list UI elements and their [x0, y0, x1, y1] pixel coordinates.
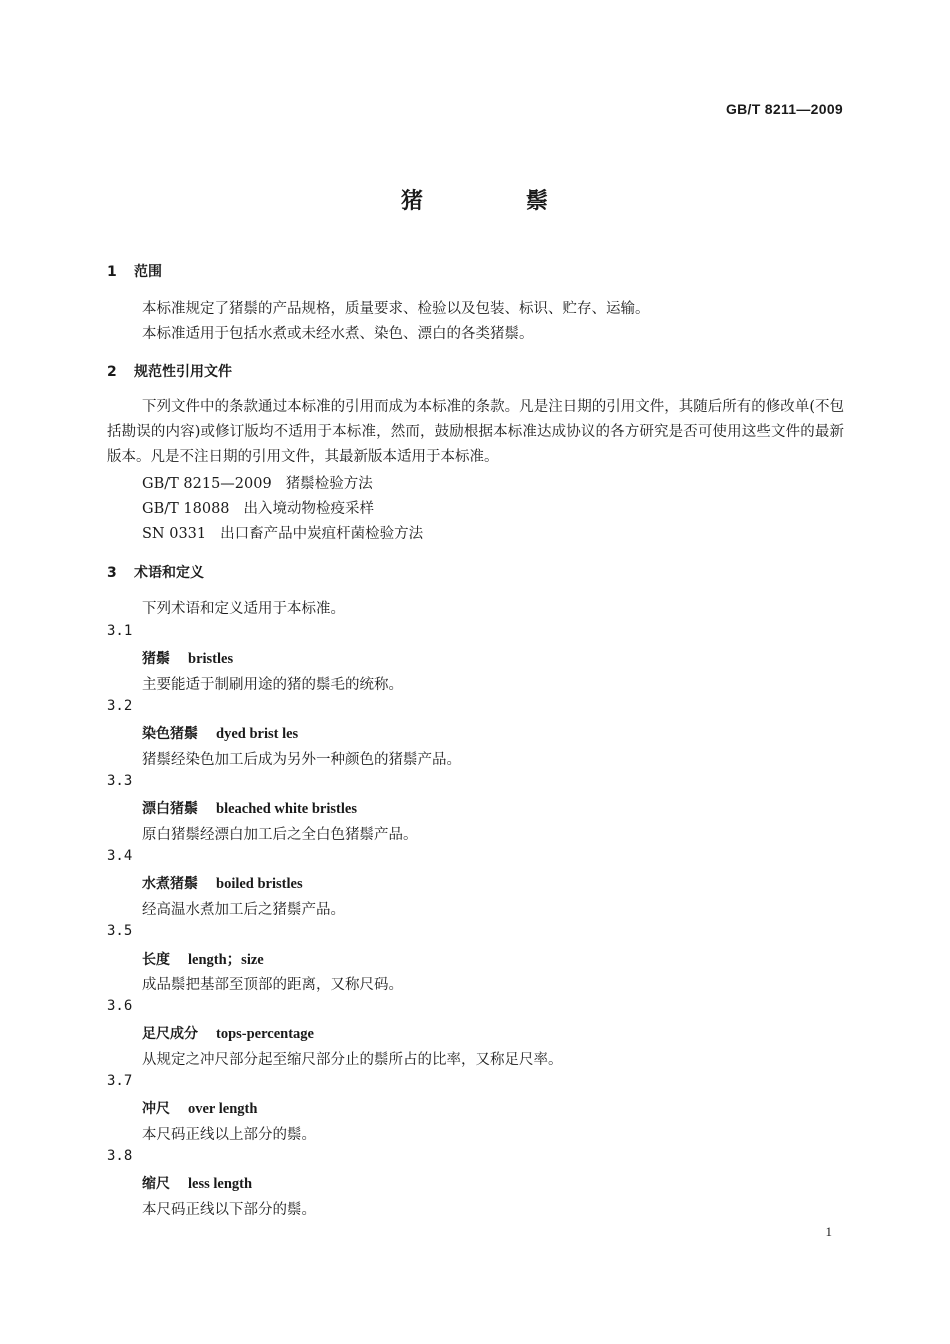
term-definition: 猪鬃经染色加工后成为另外一种颜色的猪鬃产品。 [142, 752, 461, 768]
term-name [142, 948, 264, 969]
paragraph: 下列文件中的条款通过本标准的引用而成为本标准的条款。凡是注日期的引用文件，其随后所有的修改单(不包括勘误的内容)或修订版均不适用于本标准，然而，鼓励根据本标准达成协议的各方研究是否可使用这些文件的最新版本。凡是不注日期的引用文件，其最新版本适用于本标准。 [107, 399, 844, 465]
term-name-zh: 猪鬃 [142, 651, 170, 667]
term-number: 3.3 [107, 773, 133, 789]
reference-title: 猪鬃检验方法 [285, 476, 373, 492]
term-name-en: bristles [188, 651, 234, 667]
term-number: 3.4 [107, 848, 133, 864]
paragraph: 下列术语和定义适用于本标准。 [142, 601, 345, 617]
section-title: 术语和定义 [134, 565, 204, 581]
section-number: 2 [107, 364, 117, 380]
term-name-en: length；size [188, 952, 264, 968]
reference-item [142, 522, 423, 543]
term-definition: 成品鬃把基部至顶部的距离，又称尺码。 [142, 977, 403, 993]
term-name [142, 723, 298, 743]
term-name-en: boiled bristles [216, 876, 303, 892]
term-name-zh: 染色猪鬃 [142, 726, 198, 742]
term-name-zh: 水煮猪鬃 [142, 876, 198, 892]
paragraph: 本标准规定了猪鬃的产品规格，质量要求、检验以及包装、标识、贮存、运输。 [142, 301, 650, 317]
document-title-char-1: 猪 [401, 189, 424, 214]
term-name-en: over length [188, 1101, 258, 1117]
reference-title: 出口畜产品中炭疽杆菌检验方法 [220, 526, 424, 542]
section-number: 3 [107, 565, 117, 581]
term-name-zh: 漂白猪鬃 [142, 801, 198, 817]
section-number: 1 [107, 264, 117, 280]
term-definition: 原白猪鬃经漂白加工后之全白色猪鬃产品。 [142, 827, 418, 843]
term-name [142, 1098, 257, 1118]
term-definition: 从规定之冲尺部分起至缩尺部分止的鬃所占的比率，又称足尺率。 [142, 1052, 563, 1068]
term-name [142, 648, 233, 668]
section-heading-scope [107, 261, 162, 281]
term-name-en: less length [188, 1176, 253, 1192]
term-name-zh: 冲尺 [142, 1101, 170, 1117]
term-name [142, 798, 357, 818]
term-definition: 本尺码正线以上部分的鬃。 [142, 1127, 316, 1143]
term-number: 3.5 [107, 923, 133, 939]
standard-code: GB/T 8211—2009 [725, 101, 843, 117]
term-name-en: dyed brist les [216, 726, 299, 742]
term-number: 3.1 [107, 623, 133, 639]
reference-code: GB/T 8215—2009 [142, 476, 272, 492]
term-name-zh: 足尺成分 [142, 1026, 198, 1042]
reference-item [142, 497, 374, 518]
section-heading-normative-references [107, 361, 232, 381]
term-number: 3.8 [107, 1148, 133, 1164]
term-name [142, 1173, 252, 1193]
term-definition: 主要能适于制刷用途的猪的鬃毛的统称。 [142, 677, 403, 693]
term-definition: 经高温水煮加工后之猪鬃产品。 [142, 902, 345, 918]
reference-code: SN 0331 [142, 526, 207, 542]
reference-title: 出入境动物检疫采样 [243, 501, 375, 517]
term-name-en: bleached white bristles [216, 801, 357, 817]
term-number: 3.2 [107, 698, 133, 714]
term-name-zh: 长度 [142, 952, 170, 968]
section-title: 范围 [134, 264, 162, 280]
term-name-zh: 缩尺 [142, 1176, 170, 1192]
term-number: 3.7 [107, 1073, 133, 1089]
term-name [142, 1023, 314, 1043]
section-title: 规范性引用文件 [134, 364, 232, 380]
section-heading-terms-and-definitions [107, 562, 204, 582]
document-title-char-2: 鬃 [526, 189, 549, 214]
term-definition: 本尺码正线以下部分的鬃。 [142, 1202, 316, 1218]
term-number: 3.6 [107, 998, 133, 1014]
paragraph: 本标准适用于包括水煮或未经水煮、染色、漂白的各类猪鬃。 [142, 326, 534, 342]
term-name [142, 873, 303, 893]
reference-code: GB/T 18088 [142, 501, 230, 517]
term-name-en: tops-percentage [216, 1026, 314, 1042]
reference-item [142, 472, 373, 493]
page-number: 1 [825, 1224, 832, 1239]
